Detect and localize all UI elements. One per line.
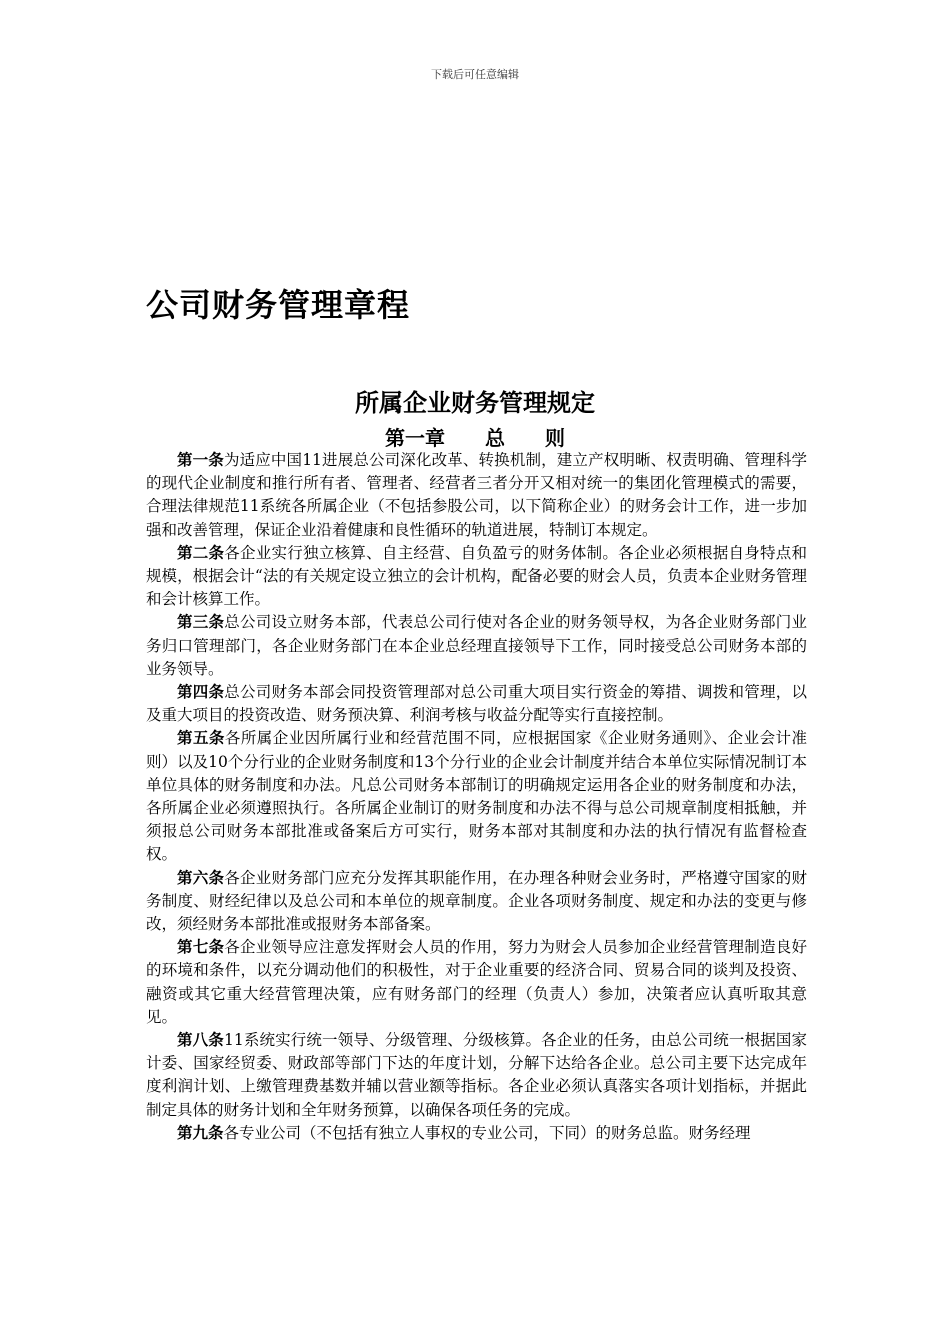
article-text: 11系统实行统一领导、分级管理、分级核算。各企业的任务，由总公司统一根据国家计委、国家经贸委、财政部等部门下达的年度计划，分解下达给各企业。总公司主要下达完成年度利润计划、上缴管理费基数并辅以营业额等指标。各企业必须认真落实各项计划指标，并据此制定具体的财务计划和全年财务预算，以确保各项任务的完成。: [146, 1031, 807, 1119]
document-title: 公司财务管理章程: [146, 286, 411, 324]
article-label: 第八条: [177, 1031, 224, 1050]
chapter-number: 第一章: [385, 426, 445, 450]
article-text: 总公司财务本部会同投资管理部对总公司重大项目实行资金的筹措、调拨和管理，以及重大项目的投资改造、财务预决算、利润考核与收益分配等实行直接控制。: [146, 683, 807, 725]
article-paragraph: [146, 449, 807, 542]
article-text: 各企业财务部门应充分发挥其职能作用，在办理各种财会业务时，严格遵守国家的财务制度、财经纪律以及总公司和本单位的规章制度。企业各项财务制度、规定和办法的变更与修改，须经财务本部批准或报财务本部备案。: [146, 868, 807, 934]
article-paragraph: [146, 727, 807, 866]
article-text: 各专业公司（不包括有独立人事权的专业公司，下同）的财务总监。财务经理: [223, 1123, 751, 1142]
article-text: 各企业实行独立核算、自主经营、自负盈亏的财务体制。各企业必须根据自身特点和规模，根据会计“法的有关规定设立独立的会计机构，配备必要的财会人员，负责本企业财务管理和会计核算工作。: [146, 543, 807, 609]
article-paragraph: [146, 936, 807, 1029]
article-text: 为适应中国11进展总公司深化改革、转换机制，建立产权明晰、权责明确、管理科学的现代企业制度和推行所有者、管理者、经营者三者分开又相对统一的集团化管理模式的需要，合理法律规范11系统各所属企业（不包括参股公司，以下简称企业）的财务会计工作，进一步加强和改善管理，保证企业沿着健康和良性循环的轨道进展，特制订本规定。: [146, 451, 807, 539]
article-label: 第一条: [177, 451, 224, 469]
article-text: 各所属企业因所属行业和经营范围不同，应根据国家《企业财务通则》、企业会计准则）以及10个分行业的企业财务制度和13个分行业的企业会计制度并结合本单位实际情况制订本单位具体的财务制度和办法。凡总公司财务本部制订的明确规定运用各企业的财务制度和办法，各所属企业必须遵照执行。各所属企业制订的财务制度和办法不得与总公司规章制度相抵触，并须报总公司财务本部批准或备案后方可实行，财务本部对其制度和办法的执行情况有监督检查权。: [146, 729, 807, 864]
chapter-name-part2: 则: [545, 426, 565, 450]
document-body: [146, 449, 807, 1145]
chapter-heading: [0, 422, 950, 451]
article-paragraph: [146, 867, 807, 937]
article-label: 第九条: [177, 1123, 224, 1142]
article-label: 第三条: [177, 613, 225, 632]
article-label: 第四条: [177, 683, 225, 702]
article-label: 第五条: [177, 729, 225, 748]
article-paragraph: [146, 611, 807, 681]
article-paragraph: [146, 1122, 807, 1145]
section-title: 所属企业财务管理规定: [355, 389, 595, 417]
article-paragraph: [146, 1029, 807, 1122]
article-text: 各企业领导应注意发挥财会人员的作用，努力为财会人员参加企业经营管理制造良好的环境和条件，以充分调动他们的积极性，对于企业重要的经济合同、贸易合同的谈判及投资、融资或其它重大经营管理决策，应有财务部门的经理（负责人）参加，决策者应认真听取其意见。: [146, 938, 807, 1026]
article-label: 第七条: [177, 938, 225, 957]
article-label: 第六条: [177, 868, 225, 887]
article-label: 第二条: [177, 543, 225, 562]
article-text: 总公司设立财务本部，代表总公司行使对各企业的财务领导权，为各企业财务部门业务归口管理部门，各企业财务部门在本企业总经理直接领导下工作，同时接受总公司财务本部的业务领导。: [146, 613, 807, 678]
article-paragraph: [146, 681, 807, 727]
header-note: 下载后可任意编辑: [431, 68, 519, 81]
chapter-name-part1: 总: [485, 426, 505, 450]
article-paragraph: [146, 542, 807, 612]
